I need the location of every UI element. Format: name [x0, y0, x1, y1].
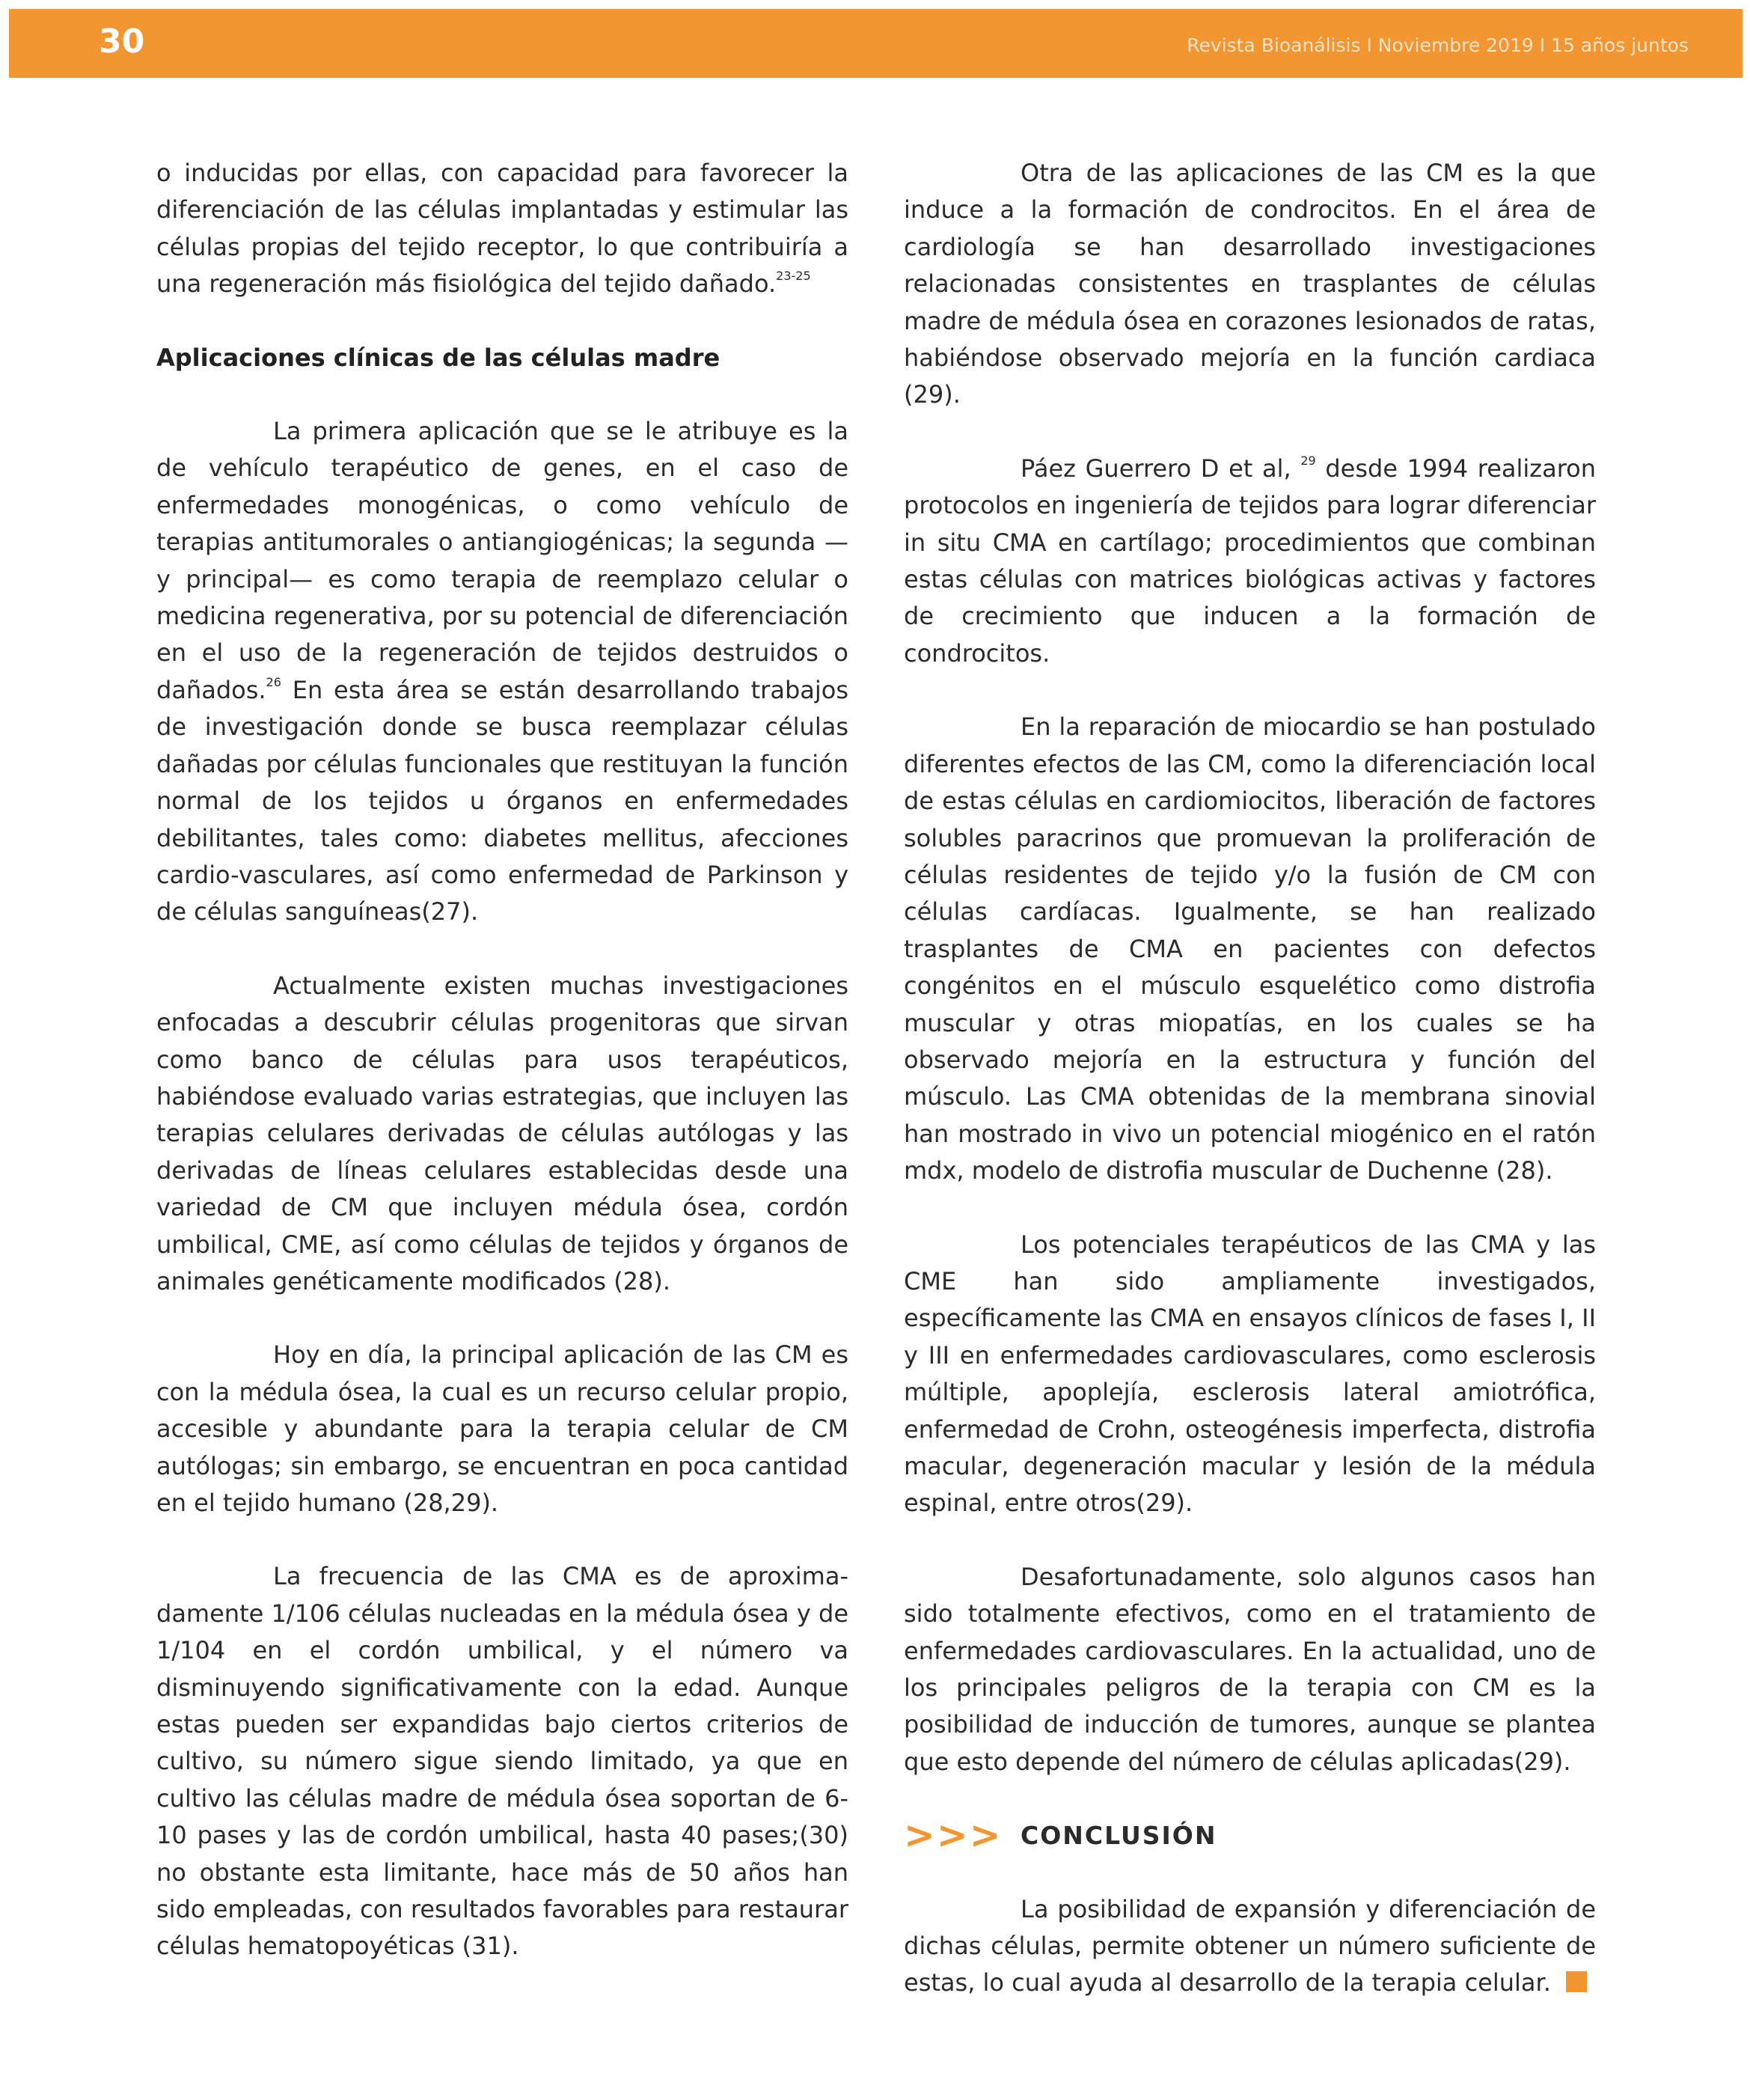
paragraph-text: desde 1994 realizaron protocolos en ingeniería de tejidos para lograr diferenciar in situ CMA en cartílago; procedimientos que combinan estas células con matrices biológicas activas y factores de crecimiento que inducen a la formación de condrocitos.: [904, 454, 1596, 668]
paragraph: Hoy en día, la principal aplicación de las CM es con la médula ósea, la cual es un recurso celular propio, accesible y abundante para la terapia celular de CM autólogas; sin embargo, se encuentran en poca cantidad en el tejido humano (28,29).: [156, 1340, 848, 1517]
paragraph: [156, 155, 848, 303]
paragraph: [904, 451, 1596, 672]
journal-title: Revista Bioanálisis I Noviembre 2019 I 15 años juntos: [1187, 34, 1689, 56]
paragraph: [904, 1891, 1596, 2002]
paragraph: En la reparación de miocardio se han postulado diferentes efectos de las CM, como la diferenciación local de estas células en cardiomiocitos, liberación de factores solubles paracrinos que promuevan la proliferación de células residentes de tejido y/o la fusión de CM con células cardíacas. Igualmente, se han realizado trasplantes de CMA en pacientes con defectos congénitos en el músculo esquelético como distrofia muscular y otras miopatías, en los cuales se ha observado mejoría en la estructura y función del músculo. Las CMA obtenidas de la membrana sinovial han mostrado in vivo un potencial miogénico en el ratón mdx, modelo de distrofia muscular de Duchenne (28).: [904, 712, 1596, 1185]
paragraph-text: Páez Guerrero D et al,: [1021, 454, 1291, 483]
page-header-bar: [9, 9, 1743, 78]
right-column: [904, 155, 1596, 2039]
paragraph-text: En esta área se están desarrollando trabajos de investigación donde se busca reemplazar células dañadas por células funcionales que restituyan la función normal de los tejidos u órganos en enfermedades debilitantes, tales como: diabetes mellitus, afecciones cardio-vasculares, así como enfermedad de Parkinson y de células sanguíneas(27).: [156, 675, 848, 927]
conclusion-heading: [904, 1813, 1596, 1858]
reference-superscript: 23-25: [776, 269, 811, 284]
conclusion-title: CONCLUSIÓN: [1021, 1821, 1217, 1851]
paragraph-text: La primera aplicación que se le atribuye es la de vehículo terapéutico de genes, en el caso de enfermedades monogénicas, o como vehículo de terapias antitumorales o antiangiogénicas; la segunda —y principal— es como terapia de reemplazo celular o medicina regenerativa, por su potencial de diferenciación en el uso de la regeneración de tejidos destruidos o dañados.: [156, 417, 848, 704]
paragraph: Los potenciales terapéuticos de las CMA y las CME han sido ampliamente investigados, específicamente las CMA en ensayos clínicos de fases I, II y III en enfermedades cardiovasculares, como esclerosis múltiple, apoplejía, esclerosis lateral amiotrófica, enfermedad de Crohn, osteogénesis imperfecta, distrofia macular, degeneración macular y lesión de la médula espinal, entre otros(29).: [904, 1230, 1596, 1518]
paragraph: [156, 413, 848, 931]
end-mark-icon: [1566, 1971, 1587, 1992]
paragraph: Desafortunadamente, solo algunos casos han sido totalmente efectivos, como en el tratamiento de enfermedades cardiovasculares. En la actualidad, uno de los principales peligros de la terapia con CM es la posibilidad de inducción de tumores, aunque se plantea que esto depende del número de células aplicadas(29).: [904, 1562, 1596, 1776]
paragraph: Actualmente existen muchas investigaciones enfocadas a descubrir células progenitoras que sirvan como banco de células para usos terapéuticos, habiéndose evaluado varias estrategias, que incluyen las terapias celulares derivadas de células autólogas y las derivadas de líneas celulares establecidas desde una variedad de CM que incluyen médula ósea, cordón umbilical, CME, así como células de tejidos y órganos de animales genéticamente modificados (28).: [156, 971, 848, 1295]
paragraph: Otra de las aplicaciones de las CM es la que induce a la formación de condrocitos. En el área de cardiología se han desarrollado investigaciones relacionadas consistentes en trasplantes de células madre de médula ósea en corazones lesionados de ratas, habiéndose observado mejoría en la función cardiaca (29).: [904, 159, 1596, 409]
paragraph: La frecuencia de las CMA es de aproxima-damente 1/106 células nucleadas en la médula ósea y de 1/104 en el cordón umbilical, y el número va disminuyendo significativamente con la edad. Aunque estas pueden ser expandidas bajo ciertos criterios de cultivo, su número sigue siendo limitado, ya que en cultivo las células madre de médula ósea soportan de 6-10 pases y las de cordón umbilical, hasta 40 pases;(30) no obstante esta limitante, hace más de 50 años han sido empleadas, con resultados favorables para restaurar células hematopoyéticas (31).: [156, 1562, 848, 1961]
reference-superscript: 26: [266, 674, 281, 689]
section-heading: Aplicaciones clínicas de las células madre: [156, 343, 721, 372]
left-column: [156, 155, 848, 2002]
chevrons-icon: >>>: [904, 1813, 1003, 1858]
paragraph-text: o inducidas por ellas, con capacidad para favorecer la diferenciación de las células implantadas y estimular las células propias del tejido receptor, lo que contribuiría a una regeneración más fisiológica del tejido dañado.: [156, 159, 848, 299]
conclusion-text: La posibilidad de expansión y diferenciación de dichas células, permite obtener un número suficiente de estas, lo cual ayuda al desarrollo de la terapia celular.: [904, 1894, 1596, 1997]
page-number: 30: [99, 22, 145, 61]
reference-superscript: 29: [1300, 453, 1316, 468]
